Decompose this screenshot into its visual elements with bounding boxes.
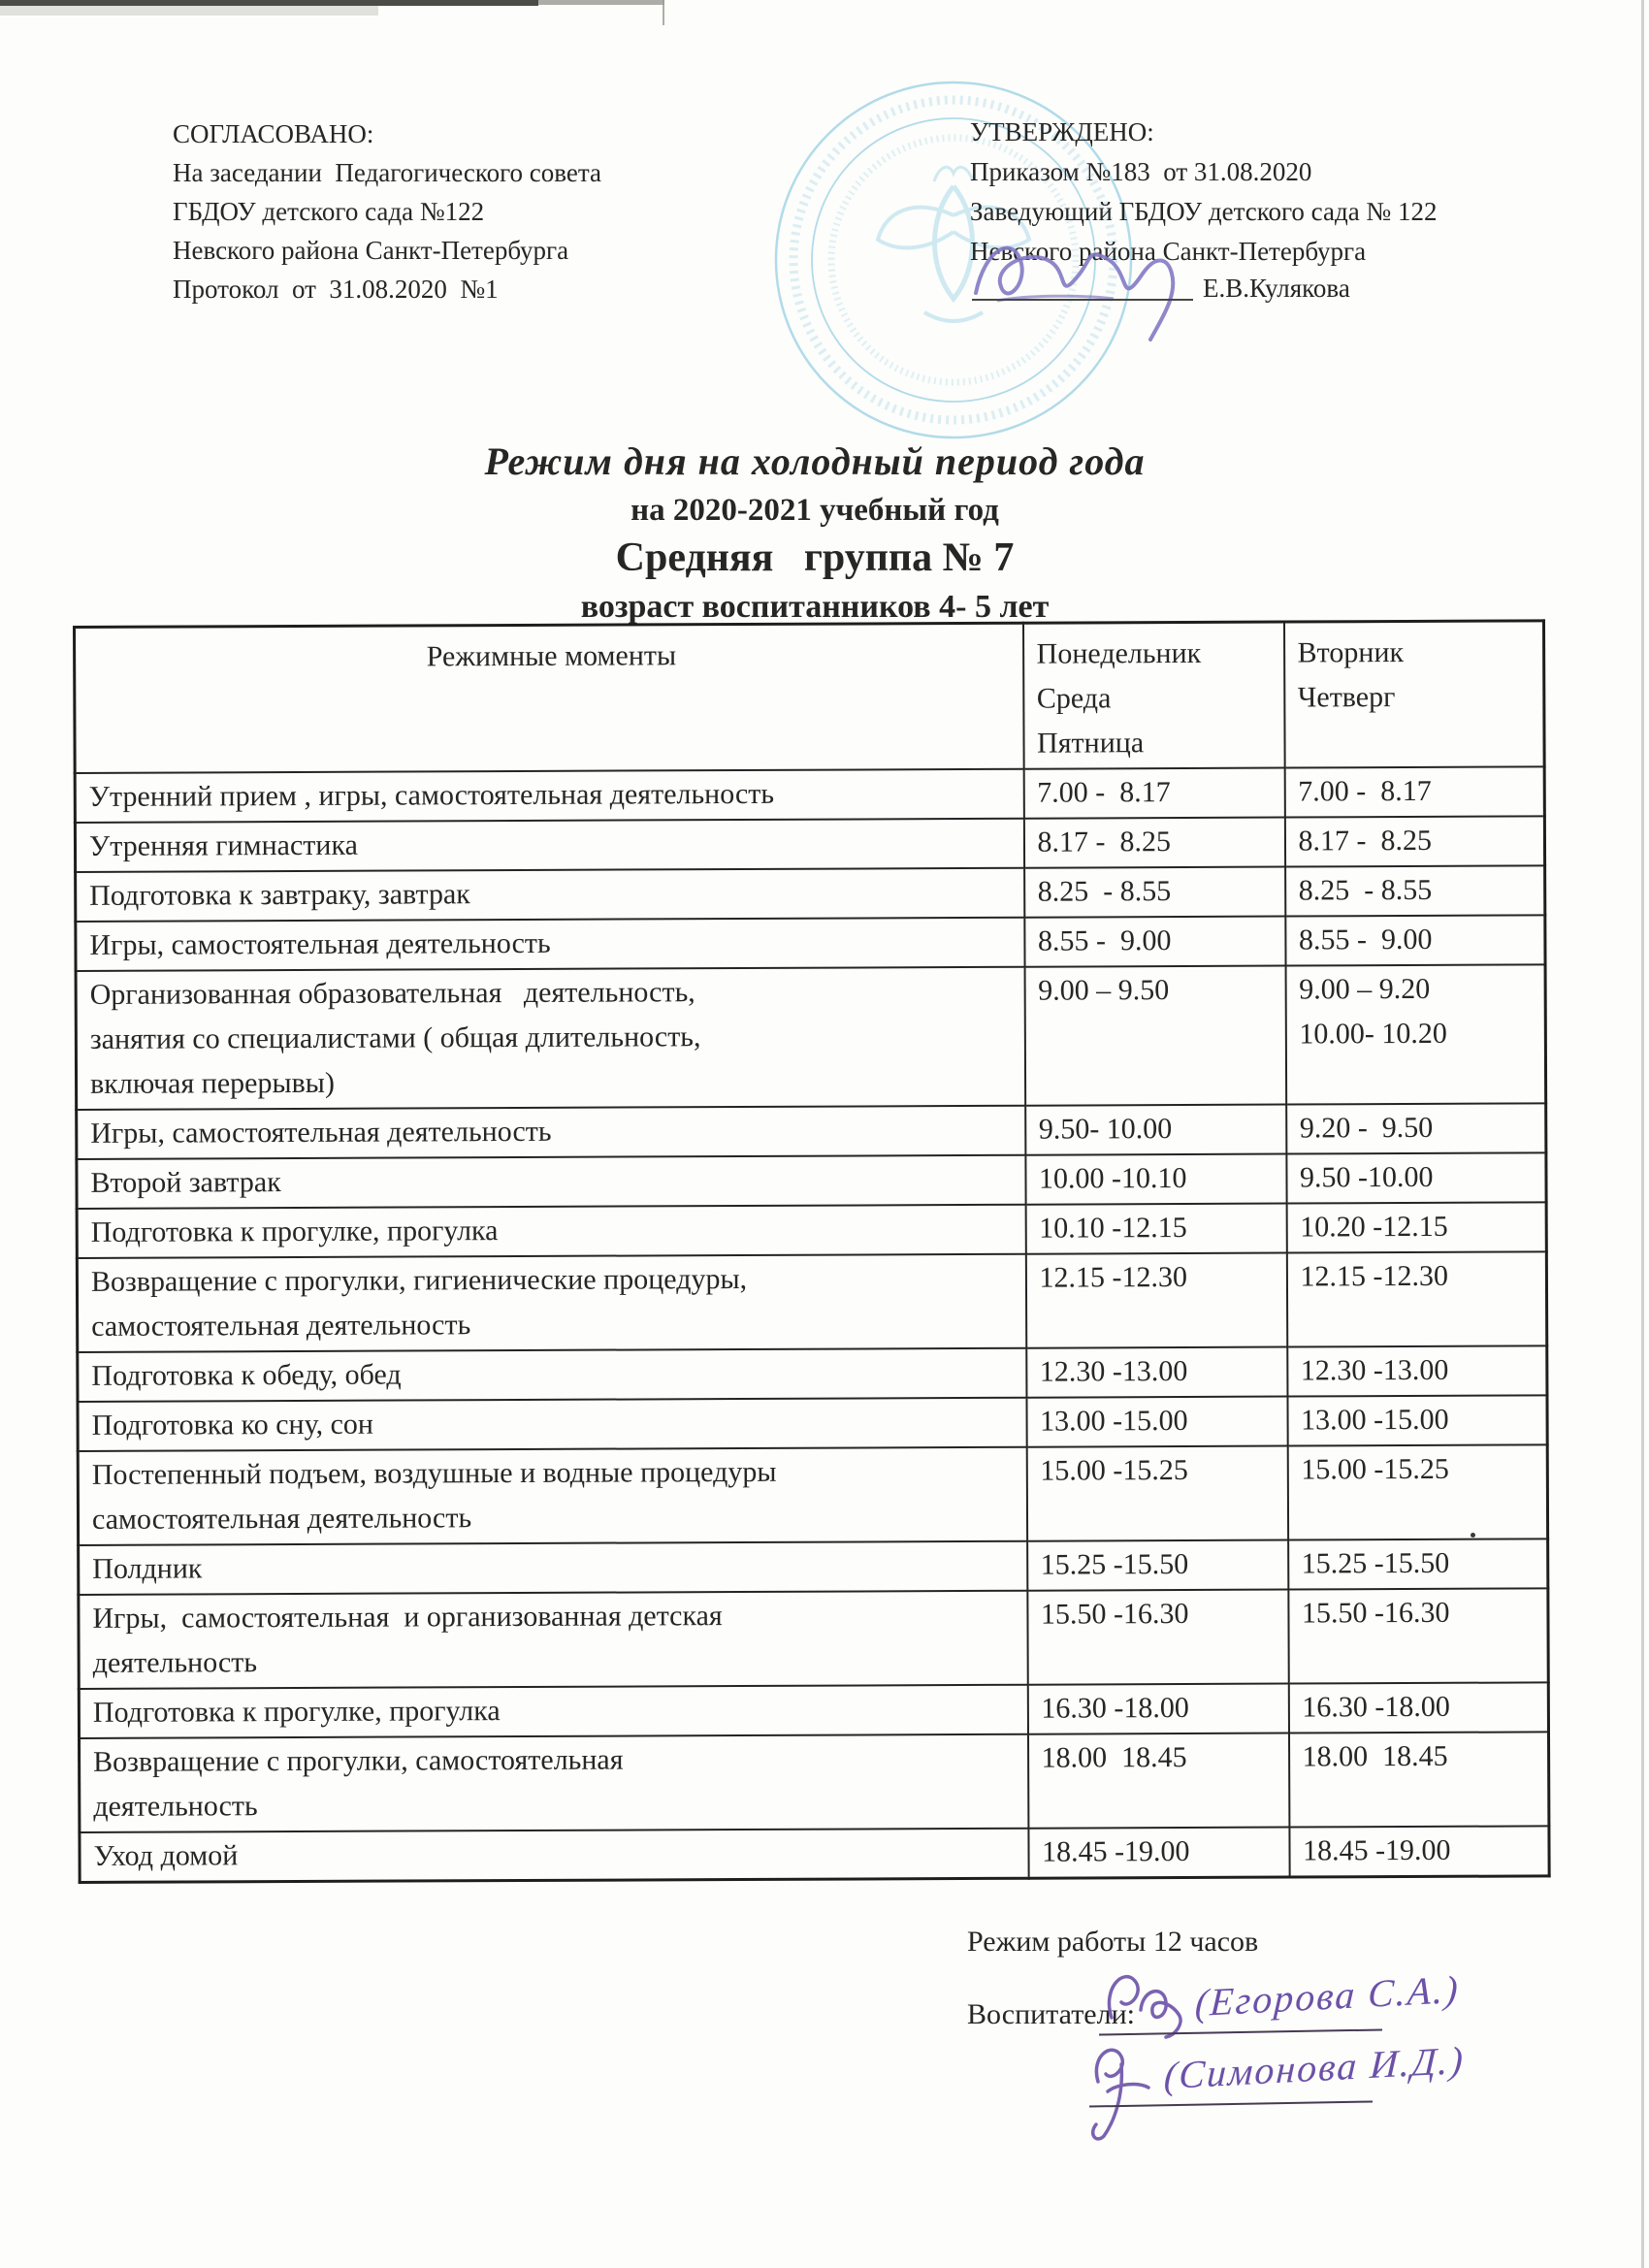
agreed-line: Невского района Санкт-Петербурга xyxy=(173,236,569,265)
activity-cell: Подготовка к прогулке, прогулка xyxy=(79,1685,1027,1738)
activity-cell: Подготовка к обеду, обед xyxy=(78,1348,1026,1402)
time-mwf-cell: 9.00 – 9.50 xyxy=(1024,966,1286,1106)
activity-cell: Возвращение с прогулки, гигиенические процедуры, самостоятельная деятельность xyxy=(77,1254,1025,1352)
agreed-line: На заседании Педагогического совета xyxy=(173,158,601,187)
director-name: Е.В.Кулякова xyxy=(1203,274,1350,303)
caregiver1-signature-ink xyxy=(1094,1960,1191,2042)
time-mwf-cell: 12.15 -12.30 xyxy=(1025,1253,1286,1348)
time-mwf-cell: 10.00 -10.10 xyxy=(1025,1154,1286,1205)
activity-cell: Игры, самостоятельная деятельность xyxy=(77,1106,1025,1159)
time-tt-cell: 16.30 -18.00 xyxy=(1288,1682,1548,1733)
header-activities: Режимные моменты xyxy=(75,623,1024,773)
time-mwf-cell: 15.00 -15.25 xyxy=(1026,1446,1287,1541)
school-year-subtitle: на 2020-2021 учебный год xyxy=(630,493,999,528)
age-subtitle: возраст воспитанников 4- 5 лет xyxy=(580,589,1050,625)
table-row xyxy=(75,816,1544,872)
table-row xyxy=(78,1345,1547,1402)
time-tt-cell: 8.55 - 9.00 xyxy=(1285,915,1545,965)
time-tt-cell: 9.50 -10.00 xyxy=(1286,1152,1546,1203)
agreed-line: Протокол от 31.08.2020 №1 xyxy=(173,275,499,304)
approved-title: УТВЕРЖДЕНО: xyxy=(970,117,1154,146)
time-tt-cell: 9.00 – 9.20 10.00- 10.20 xyxy=(1285,964,1546,1104)
header-mon-wed-fri: Понедельник Среда Пятница xyxy=(1022,622,1284,769)
scan-artifact-top-light xyxy=(538,0,664,5)
time-mwf-cell: 8.55 - 9.00 xyxy=(1024,917,1285,967)
time-mwf-cell: 13.00 -15.00 xyxy=(1026,1397,1287,1447)
activity-cell: Подготовка ко сну, сон xyxy=(78,1398,1026,1451)
time-tt-cell: 7.00 - 8.17 xyxy=(1284,766,1544,817)
group-subtitle: Средняя группа № 7 xyxy=(615,535,1015,580)
table-row xyxy=(76,915,1545,971)
title-block xyxy=(0,438,1630,626)
time-mwf-cell: 16.30 -18.00 xyxy=(1027,1684,1288,1734)
table-row xyxy=(79,1682,1548,1738)
time-tt-cell: 15.50 -16.30 xyxy=(1288,1588,1548,1683)
approved-line: Приказом №183 от 31.08.2020 xyxy=(970,157,1312,186)
director-signature-ink xyxy=(968,217,1211,343)
activity-cell: Игры, самостоятельная деятельность xyxy=(76,918,1024,971)
time-tt-cell: 18.45 -19.00 xyxy=(1289,1826,1549,1877)
time-tt-cell: 8.25 - 8.55 xyxy=(1285,865,1545,916)
table-row xyxy=(79,1539,1548,1595)
time-tt-cell: 18.00 18.45 xyxy=(1288,1732,1548,1827)
schedule-table xyxy=(73,619,1551,1884)
time-tt-cell: 15.25 -15.50 xyxy=(1288,1539,1548,1589)
caregiver2-signature-ink xyxy=(1079,2035,1176,2142)
table-row xyxy=(77,1251,1546,1352)
activity-cell: Возвращение с прогулки, самостоятельная деятельность xyxy=(80,1734,1028,1832)
caregiver2-name: (Симонова И.Д.) xyxy=(1163,2037,1467,2098)
time-mwf-cell: 8.17 - 8.25 xyxy=(1023,818,1284,868)
table-row xyxy=(77,1103,1546,1159)
time-tt-cell: 12.15 -12.30 xyxy=(1286,1251,1546,1346)
caregiver1-name: (Егорова С.А.) xyxy=(1194,1966,1461,2025)
activity-cell: Утренняя гимнастика xyxy=(75,819,1023,872)
work-hours-note: Режим работы 12 часов xyxy=(967,1926,1259,1958)
time-mwf-cell: 12.30 -13.00 xyxy=(1026,1347,1287,1398)
agreed-title: СОГЛАСОВАНО: xyxy=(173,119,374,148)
table-row xyxy=(76,964,1546,1110)
time-mwf-cell: 10.10 -12.15 xyxy=(1025,1204,1286,1254)
activity-cell: Постепенный подъем, воздушные и водные процедуры самостоятельная деятельность xyxy=(78,1447,1026,1545)
document-title: Режим дня на холодный период года xyxy=(484,439,1146,483)
activity-cell: Подготовка к прогулке, прогулка xyxy=(77,1205,1025,1258)
time-tt-cell: 13.00 -15.00 xyxy=(1287,1395,1547,1445)
caregivers-label: Воспитатели: xyxy=(967,1998,1135,2030)
activity-cell: Организованная образовательная деятельность, занятия со специалистами ( общая длительность, включая перерывы) xyxy=(76,967,1025,1110)
agreed-block xyxy=(173,114,601,308)
activity-cell: Полдник xyxy=(79,1541,1027,1595)
time-tt-cell: 8.17 - 8.25 xyxy=(1284,816,1544,866)
table-row xyxy=(76,865,1545,922)
activity-cell: Подготовка к завтраку, завтрак xyxy=(76,868,1024,922)
approved-line: Невского района Санкт-Петербурга xyxy=(970,237,1367,266)
activity-cell: Уход домой xyxy=(80,1829,1028,1883)
approved-line: Заведующий ГБДОУ детского сада № 122 xyxy=(970,197,1438,226)
time-mwf-cell: 8.25 - 8.55 xyxy=(1024,867,1285,918)
scan-artifact-tick xyxy=(663,0,664,25)
table-row xyxy=(77,1202,1546,1258)
time-tt-cell: 9.20 - 9.50 xyxy=(1286,1103,1546,1153)
activity-cell: Утренний прием , игры, самостоятельная деятельность xyxy=(75,769,1023,823)
table-row xyxy=(79,1588,1548,1689)
time-mwf-cell: 18.45 -19.00 xyxy=(1028,1828,1289,1879)
time-mwf-cell: 15.50 -16.30 xyxy=(1027,1590,1288,1685)
table-row xyxy=(75,766,1544,823)
activity-cell: Игры, самостоятельная и организованная детская деятельность xyxy=(79,1591,1027,1689)
ink-speck xyxy=(1471,1533,1475,1538)
time-mwf-cell: 7.00 - 8.17 xyxy=(1023,768,1284,819)
table-row xyxy=(78,1444,1547,1545)
time-mwf-cell: 18.00 18.45 xyxy=(1027,1733,1288,1829)
table-row xyxy=(77,1152,1546,1209)
time-mwf-cell: 15.25 -15.50 xyxy=(1027,1540,1288,1591)
time-mwf-cell: 9.50- 10.00 xyxy=(1025,1105,1286,1155)
agreed-line: ГБДОУ детского сада №122 xyxy=(173,197,485,226)
scan-artifact-smudge xyxy=(0,6,378,16)
table-header-row xyxy=(75,621,1545,773)
time-tt-cell: 15.00 -15.25 xyxy=(1287,1444,1547,1539)
table-row xyxy=(80,1732,1549,1832)
director-signature-line xyxy=(972,299,1193,301)
time-tt-cell: 12.30 -13.00 xyxy=(1287,1345,1547,1396)
time-tt-cell: 10.20 -12.15 xyxy=(1286,1202,1546,1252)
header-tue-thu: Вторник Четверг xyxy=(1283,621,1544,768)
table-row xyxy=(78,1395,1547,1451)
table-row xyxy=(80,1826,1549,1882)
activity-cell: Второй завтрак xyxy=(77,1155,1025,1209)
scan-artifact-right-edge xyxy=(1641,0,1644,2268)
